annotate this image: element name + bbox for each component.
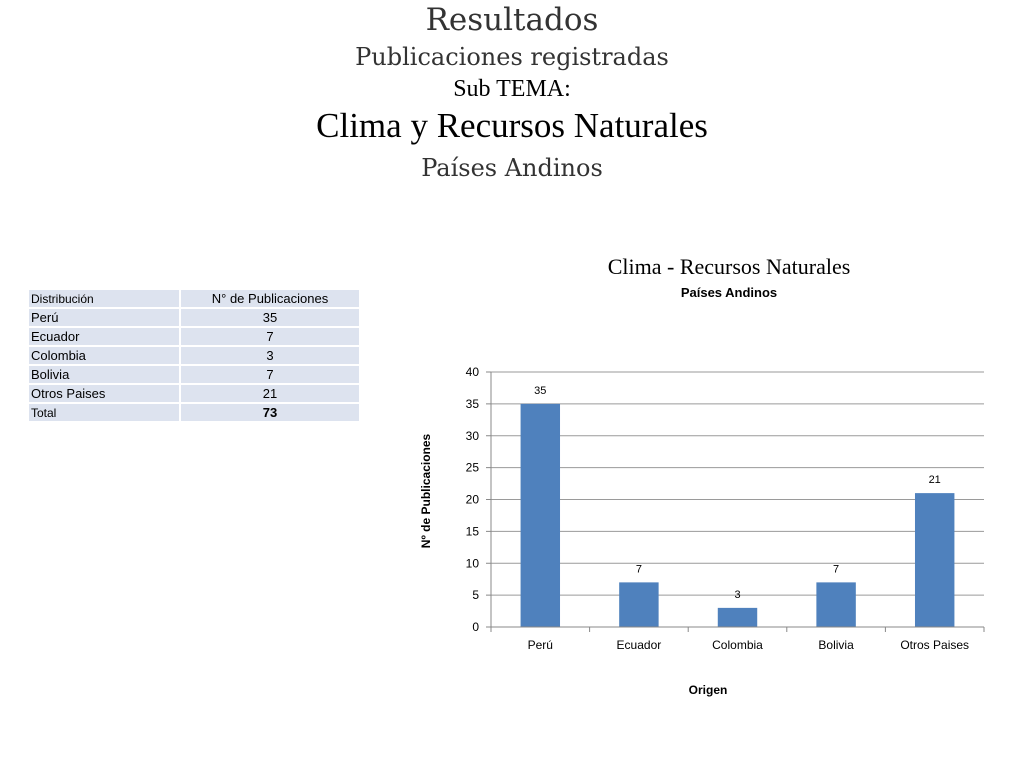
table-row (28, 327, 360, 346)
y-tick-label: 40 (465, 365, 479, 379)
y-tick-label: 35 (465, 396, 479, 411)
table-row (28, 365, 360, 384)
table-cell-country: Perú (28, 308, 180, 327)
table-row (28, 346, 360, 365)
x-tick-label: Colombia (712, 638, 763, 652)
y-tick-label: 20 (465, 492, 479, 507)
y-tick-label: 30 (465, 428, 479, 443)
gridlines (491, 372, 984, 595)
table-cell-count: 7 (180, 365, 360, 384)
data-label: 35 (534, 384, 547, 397)
table-header-row (28, 289, 360, 308)
table-header-cell: Distribución (28, 289, 180, 308)
table-total-value: 73 (180, 403, 360, 422)
table-cell-country: Bolivia (28, 365, 180, 384)
table-cell-count: 35 (180, 308, 360, 327)
distribution-table (27, 288, 361, 423)
table-total-row (28, 403, 360, 422)
bars (521, 385, 955, 627)
table-cell-country: Colombia (28, 346, 180, 365)
bar (521, 404, 560, 627)
y-axis-title: Nº de Publicaciones (419, 433, 433, 549)
bar (816, 582, 855, 627)
table-cell-count: 21 (180, 384, 360, 403)
data-label: 7 (635, 563, 642, 576)
bar (915, 493, 954, 627)
x-tick-label: Perú (527, 638, 553, 652)
x-axis-title: Origen (688, 683, 728, 697)
x-tick-label: Ecuador (616, 638, 662, 652)
page-subtitle: Publicaciones registradas (355, 43, 669, 71)
table-cell-country: Ecuador (28, 327, 180, 346)
y-tick-label: 15 (465, 524, 479, 539)
table-row (28, 308, 360, 327)
y-tick-label: 10 (465, 556, 479, 571)
y-tick-label: 5 (472, 588, 479, 603)
region-label: Países Andinos (421, 154, 603, 182)
page-title: Resultados (425, 2, 599, 38)
x-tick-label: Otros Paises (900, 638, 970, 652)
table-cell-count: 3 (180, 346, 360, 365)
chart-subtitle: Países Andinos (680, 285, 778, 300)
data-label: 21 (928, 474, 941, 487)
table-row (28, 384, 360, 403)
y-tick-label: 0 (472, 620, 479, 634)
table-header-cell: N° de Publicaciones (180, 289, 360, 308)
y-tick-label: 25 (465, 460, 479, 475)
data-label: 7 (833, 563, 840, 576)
table-cell-country: Otros Paises (28, 384, 180, 403)
table-total-label: Total (28, 403, 180, 422)
bar (718, 608, 757, 627)
subtema-label: Sub TEMA: (453, 76, 571, 102)
table-cell-count: 7 (180, 327, 360, 346)
bar-chart (410, 245, 1010, 715)
data-label: 3 (734, 588, 741, 601)
chart-title: Clima - Recursos Naturales (607, 254, 851, 279)
x-tick-label: Bolivia (818, 638, 854, 652)
subtema-title: Clima y Recursos Naturales (316, 106, 708, 145)
bar (619, 582, 658, 627)
